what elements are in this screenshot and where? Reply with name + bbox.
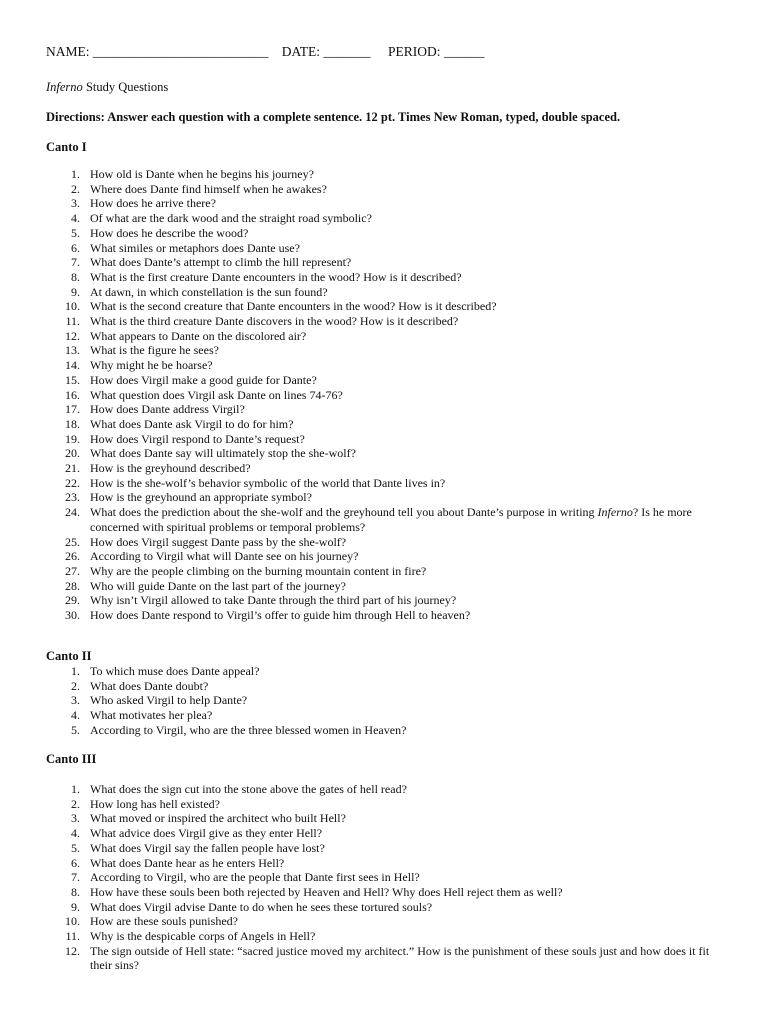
question-text: Where does Dante find himself when he awakes? (90, 181, 327, 196)
question-item (0, 167, 730, 182)
question-number: 17. (65, 402, 80, 417)
canto-3-heading: Canto III (46, 752, 97, 766)
question-number: 10. (65, 299, 80, 314)
question-text: What is the second creature that Dante encounters in the wood? How is it described? (90, 299, 497, 314)
name-field-label: NAME: __________________________ (46, 44, 269, 59)
question-text: What does Virgil advise Dante to do when he sees these tortured souls? (90, 899, 433, 914)
question-text: What question does Virgil ask Dante on lines 74-76? (90, 387, 343, 402)
question-number: 18. (65, 416, 80, 431)
question-number: 9. (71, 899, 80, 914)
question-item (0, 549, 730, 564)
question-item (0, 564, 730, 579)
question-number: 2. (71, 796, 80, 811)
question-item (0, 944, 730, 973)
canto-2-heading: Canto II (46, 649, 92, 663)
directions: Directions: Answer each question with a complete sentence. 12 pt. Times New Roman, typed, double spaced. (46, 110, 621, 124)
question-text: Who will guide Dante on the last part of the journey? (90, 578, 346, 593)
question-number: 2. (71, 678, 80, 693)
question-item (0, 797, 730, 812)
question-number: 10. (65, 914, 80, 929)
question-number: 28. (65, 578, 80, 593)
question-number: 8. (71, 884, 80, 899)
question-number: 24. (65, 505, 80, 520)
question-text: Why are the people climbing on the burning mountain content in fire? (90, 563, 427, 578)
question-item (0, 535, 730, 550)
question-text: What moved or inspired the architect who built Hell? (90, 811, 346, 826)
question-text: How does Virgil respond to Dante’s request? (90, 431, 305, 446)
question-number: 3. (71, 196, 80, 211)
question-item (0, 358, 730, 373)
question-text: How is the she-wolf’s behavior symbolic of the world that Dante lives in? (90, 475, 446, 490)
question-number: 9. (71, 284, 80, 299)
question-item (0, 285, 730, 300)
question-text: What does the sign cut into the stone above the gates of hell read? (90, 782, 407, 796)
question-text: How is the greyhound an appropriate symbol? (90, 490, 312, 505)
question-item (0, 373, 730, 388)
question-text: What is the third creature Dante discovers in the wood? How is it described? (90, 314, 459, 329)
question-item (0, 329, 730, 344)
question-text: How does Virgil make a good guide for Dante? (90, 372, 317, 387)
question-item (0, 461, 730, 476)
question-item (0, 446, 730, 461)
question-number: 12. (65, 943, 80, 958)
canto-3-questions (0, 782, 730, 973)
question-text: According to Virgil, who are the three blessed women in Heaven? (90, 722, 407, 737)
question-text: How are these souls punished? (90, 914, 238, 929)
page-title (46, 80, 168, 95)
question-number: 12. (65, 328, 80, 343)
question-item (0, 929, 730, 944)
question-number: 30. (65, 608, 80, 623)
question-item (0, 826, 730, 841)
question-item (0, 664, 730, 679)
question-number: 29. (65, 593, 80, 608)
question-item (0, 255, 730, 270)
question-item (0, 270, 730, 285)
question-text: According to Virgil, who are the people that Dante first sees in Hell? (90, 870, 420, 885)
question-text: What does the prediction about the she-wolf and the greyhound tell you about Dante’s purpose in writing Inferno? Is he more concerned with spiritual problems or temporal problems? (90, 505, 692, 534)
question-item (0, 608, 730, 623)
question-item (0, 241, 730, 256)
question-number: 11. (65, 929, 80, 944)
question-item (0, 679, 730, 694)
question-number: 3. (71, 811, 80, 826)
question-text: What is the first creature Dante encounters in the wood? How is it described? (90, 269, 462, 284)
canto-2-questions (0, 664, 730, 738)
question-number: 14. (65, 358, 80, 373)
question-item (0, 914, 730, 929)
question-item (0, 856, 730, 871)
question-number: 1. (71, 782, 80, 796)
question-number: 6. (71, 855, 80, 870)
question-number: 19. (65, 431, 80, 446)
question-item (0, 490, 730, 505)
question-item (0, 782, 730, 797)
question-number: 26. (65, 549, 80, 564)
question-text: Why is the despicable corps of Angels in Hell? (90, 929, 316, 944)
question-number: 13. (65, 343, 80, 358)
question-number: 22. (65, 475, 80, 490)
question-item (0, 476, 730, 491)
question-item (0, 299, 730, 314)
question-item (0, 900, 730, 915)
question-number: 3. (71, 693, 80, 708)
question-text: To which muse does Dante appeal? (90, 664, 260, 678)
question-text: How does Dante address Virgil? (90, 402, 245, 417)
question-text: What does Virgil say the fallen people have lost? (90, 840, 325, 855)
question-text: What is the figure he sees? (90, 343, 219, 358)
question-text: How does Virgil suggest Dante pass by the she-wolf? (90, 534, 347, 549)
question-text: Who asked Virgil to help Dante? (90, 693, 248, 708)
question-number: 25. (65, 534, 80, 549)
title-rest: Study Questions (82, 80, 169, 94)
question-item (0, 870, 730, 885)
question-item (0, 343, 730, 358)
question-item (0, 579, 730, 594)
question-number: 6. (71, 240, 80, 255)
question-text: What does Dante doubt? (90, 678, 209, 693)
question-text: How old is Dante when he begins his journey? (90, 167, 314, 181)
question-number: 5. (71, 225, 80, 240)
question-text: What appears to Dante on the discolored air? (90, 328, 307, 343)
question-number: 27. (65, 563, 80, 578)
question-text: Of what are the dark wood and the straight road symbolic? (90, 211, 372, 226)
question-item (0, 226, 730, 241)
canto-1-heading: Canto I (46, 140, 87, 154)
question-text: What does Dante say will ultimately stop the she-wolf? (90, 446, 356, 461)
question-number: 23. (65, 490, 80, 505)
question-number: 4. (71, 708, 80, 723)
question-item (0, 211, 730, 226)
question-number: 5. (71, 722, 80, 737)
question-text: How does he describe the wood? (90, 225, 249, 240)
question-text: What advice does Virgil give as they enter Hell? (90, 826, 323, 841)
question-text: How does he arrive there? (90, 196, 216, 211)
question-number: 7. (71, 870, 80, 885)
question-number: 7. (71, 255, 80, 270)
question-text: What does Dante hear as he enters Hell? (90, 855, 285, 870)
question-text: The sign outside of Hell state: “sacred justice moved my architect.” How is the punishment of these souls just and how does it fit their sins? (90, 943, 710, 973)
question-item (0, 314, 730, 329)
question-item (0, 723, 730, 738)
question-text: At dawn, in which constellation is the sun found? (90, 284, 328, 299)
question-item (0, 402, 730, 417)
question-text: What does Dante ask Virgil to do for him? (90, 416, 294, 431)
question-number: 2. (71, 181, 80, 196)
question-number: 4. (71, 211, 80, 226)
question-item (0, 417, 730, 432)
question-number: 1. (71, 664, 80, 678)
question-text: What does Dante’s attempt to climb the hill represent? (90, 255, 352, 270)
date-field-label: DATE: _______ (281, 44, 371, 59)
question-item (0, 196, 730, 211)
question-text: Why might he be hoarse? (90, 358, 213, 373)
question-number: 4. (71, 826, 80, 841)
question-item (0, 388, 730, 403)
question-text: According to Virgil what will Dante see on his journey? (90, 549, 359, 564)
question-text: How does Dante respond to Virgil’s offer to guide him through Hell to heaven? (90, 608, 471, 623)
question-number: 1. (71, 167, 80, 181)
question-number: 5. (71, 840, 80, 855)
header-line (46, 44, 484, 60)
question-number: 20. (65, 446, 80, 461)
question-text: What similes or metaphors does Dante use? (90, 240, 300, 255)
question-number: 11. (65, 314, 80, 329)
question-text: How have these souls been both rejected by Heaven and Hell? Why does Hell reject them as well? (90, 884, 563, 899)
question-text: How long has hell existed? (90, 796, 220, 811)
question-number: 16. (65, 387, 80, 402)
question-text: What motivates her plea? (90, 708, 213, 723)
question-number: 21. (65, 461, 80, 476)
question-text: Why isn’t Virgil allowed to take Dante through the third part of his journey? (90, 593, 457, 608)
title-italic: Inferno (46, 80, 83, 94)
question-item (0, 811, 730, 826)
question-item (0, 693, 730, 708)
period-field-label: PERIOD: ______ (388, 44, 485, 59)
canto-1-questions (0, 167, 730, 623)
question-item (0, 505, 730, 534)
question-item (0, 885, 730, 900)
question-item (0, 182, 730, 197)
question-item (0, 841, 730, 856)
question-item (0, 593, 730, 608)
question-item (0, 432, 730, 447)
question-text: How is the greyhound described? (90, 461, 251, 476)
question-number: 15. (65, 372, 80, 387)
question-item (0, 708, 730, 723)
question-number: 8. (71, 269, 80, 284)
